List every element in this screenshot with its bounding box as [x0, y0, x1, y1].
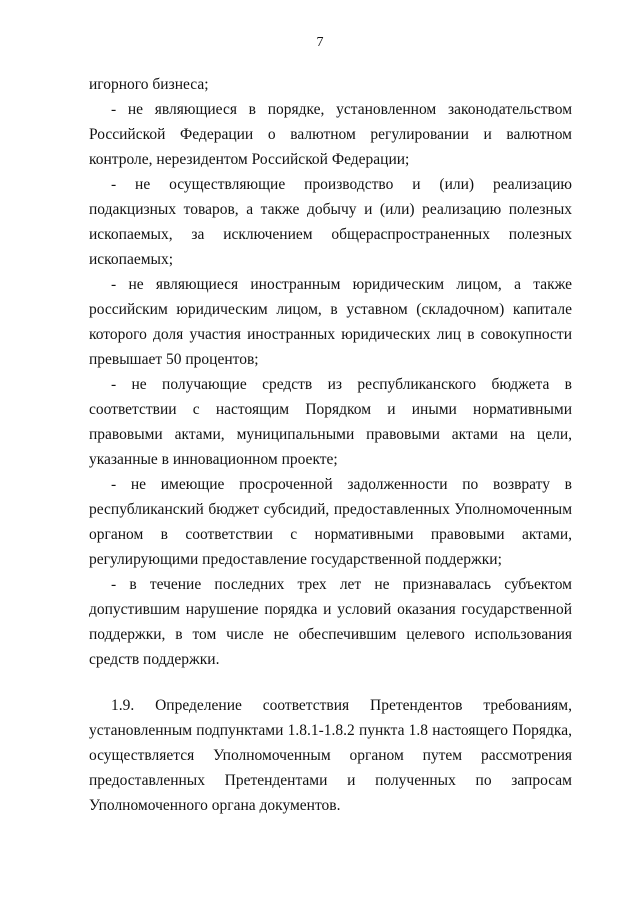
paragraph-continuation: игорного бизнеса;	[89, 76, 209, 93]
section-1-9: 1.9. Определение соответствия Претендентов требованиям, установленным подпунктами 1.8.1-1.8.2 пункта 1.8 настоящего Порядка, осуществляется Уполномоченным органом путем рассмотрения предоставленных Претендентами и полученных по запросам Уполномоченного органа документов.	[89, 697, 572, 814]
page-number: 7	[316, 35, 324, 50]
list-item-violations: - в течение последних трех лет не признавалась субъектом допустившим нарушение порядка и условий оказания государственной поддержки, в том числе не обеспечившим целевого использования средств поддержки.	[89, 576, 572, 668]
list-item-excise-goods: - не осуществляющие производство и (или) реализацию подакцизных товаров, а также добычу и (или) реализацию полезных ископаемых, за исключением общераспространенных полезных ископаемых;	[89, 176, 572, 268]
list-item-foreign-entity: - не являющиеся иностранным юридическим лицом, а также российским юридическим лицом, в уставном (складочном) капитале которого доля участия иностранных юридических лиц в совокупности превышает 50 процентов;	[89, 276, 572, 368]
list-item-currency-resident: - не являющиеся в порядке, установленном законодательством Российской Федерации о валютном регулировании и валютном контроле, нерезидентом Российской Федерации;	[89, 101, 572, 168]
document-body	[89, 72, 572, 818]
list-item-overdue-debt: - не имеющие просроченной задолженности по возврату в республиканский бюджет субсидий, предоставленных Уполномоченным органом в соответствии с нормативными правовыми актами, регулирующими предоставление государственной поддержки;	[89, 476, 572, 568]
list-item-budget-funds: - не получающие средств из республиканского бюджета в соответствии с настоящим Порядком и иными нормативными правовыми актами, муниципальными правовыми актами на цели, указанные в инновационном проекте;	[89, 376, 572, 468]
